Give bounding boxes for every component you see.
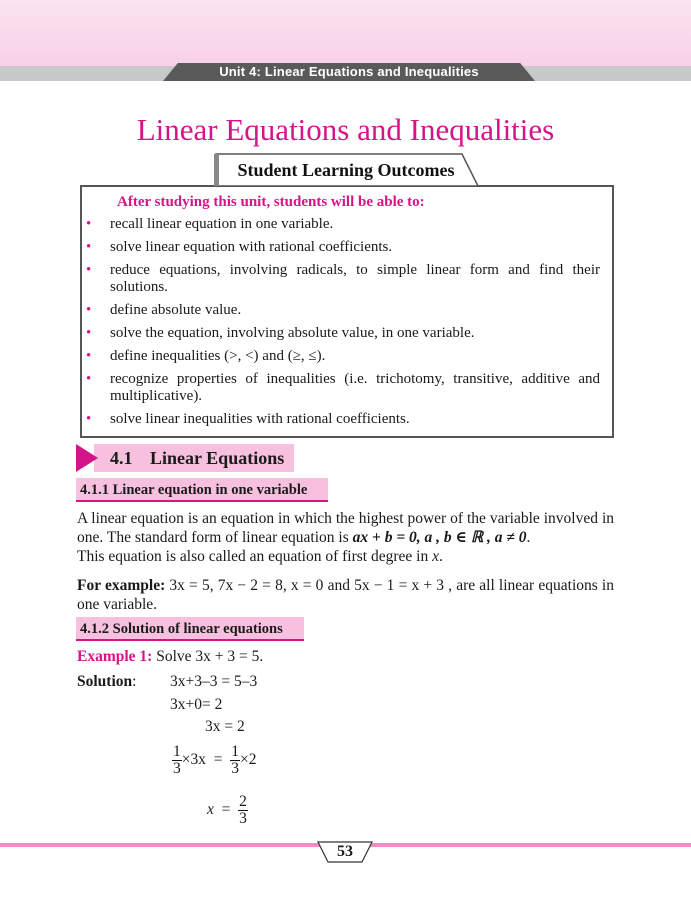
example-1 [77,648,263,666]
solution-step-5 [207,794,248,827]
denominator: 3 [173,760,181,777]
list-item [84,325,600,342]
subsection-heading-2: 4.1.2 Solution of linear equations [76,617,304,641]
page-number: 53 [337,843,353,860]
definition-line2: This equation is also called an equation of first degree in [77,548,433,565]
final-variable: x [207,801,214,819]
subsection-heading-1: 4.1.1 Linear equation in one variable [76,478,328,502]
numerator: 1 [173,743,181,760]
definition-end: . [526,529,531,546]
equals-sign: = [213,751,223,769]
arrow-icon [76,444,98,472]
list-item [84,216,600,233]
list-item [84,371,600,405]
unit-header [0,63,691,81]
bullet-icon: • [86,371,92,387]
numerator: 1 [231,743,239,760]
section-heading [76,444,294,472]
bullet-icon: • [86,302,92,318]
bullet-icon: • [86,216,92,232]
outcome-text: recognize properties of inequalities (i.e. trichotomy, transitive, additive and multiplicative). [110,371,600,404]
step-term: ×3x [181,751,206,769]
definition-paragraph [77,509,614,566]
list-item [84,262,600,296]
list-item [84,239,600,256]
section-number: 4.1 [110,448,133,468]
fraction [230,744,240,777]
outcome-text: solve linear inequalities with rational coefficients. [110,411,410,427]
definition-line2-end: . [439,548,443,565]
solution-label: Solution [77,673,133,690]
definition-text: A linear equation is an equation in which the highest power of the variable involved in one. The standard form of linear equation is [77,510,614,546]
outcomes-intro: After studying this unit, students will be able to: [117,194,425,210]
solution-step-4 [172,744,257,777]
list-item [84,302,600,319]
unit-header-label: Unit 4: Linear Equations and Inequalities [219,64,479,79]
bullet-icon: • [86,348,92,364]
outcome-text: recall linear equation in one variable. [110,216,334,232]
standard-form-math: ax + b = 0, a , b ∈ ℝ , a ≠ 0 [352,529,527,546]
list-item [84,348,600,365]
page-number-tab [316,840,374,864]
section-title: Linear Equations [150,448,285,468]
solution-step-2: 3x+0= 2 [170,696,223,713]
outcome-text: define absolute value. [110,302,242,318]
outcome-text: define inequalities (>, <) and (≥, ≤). [110,348,326,364]
fraction [238,794,248,827]
outcomes-tab-label: Student Learning Outcomes [237,160,455,180]
examples-text: 3x = 5, 7x − 2 = 8, x = 0 and 5x − 1 = x + 3 , are all linear equations in one variable. [77,577,614,613]
bullet-icon: • [86,411,92,427]
equals-sign: = [221,801,231,819]
outcome-text: reduce equations, involving radicals, to simple linear form and find their solutions. [110,262,600,295]
solution-step-3: 3x = 2 [205,718,245,735]
examples-paragraph [77,576,614,614]
outcome-text: solve the equation, involving absolute value, in one variable. [110,325,475,341]
example-label: Example 1: [77,648,153,665]
denominator: 3 [231,760,239,777]
examples-label: For example: [77,577,166,594]
step-term: ×2 [240,751,257,769]
solution-step-1: 3x+3–3 = 5–3 [170,673,258,690]
definition-variable: x [432,548,439,565]
bullet-icon: • [86,239,92,255]
outcomes-tab [212,152,480,188]
bullet-icon: • [86,262,92,278]
numerator: 2 [239,793,247,810]
bullet-icon: • [86,325,92,341]
solution-label-row: Solution: [77,673,137,690]
outcomes-list [84,216,600,434]
outcome-text: solve linear equation with rational coefficients. [110,239,393,255]
denominator: 3 [239,810,247,827]
list-item [84,411,600,428]
example-problem: Solve 3x + 3 = 5. [156,648,264,665]
page-title: Linear Equations and Inequalities [136,112,555,147]
fraction [172,744,182,777]
